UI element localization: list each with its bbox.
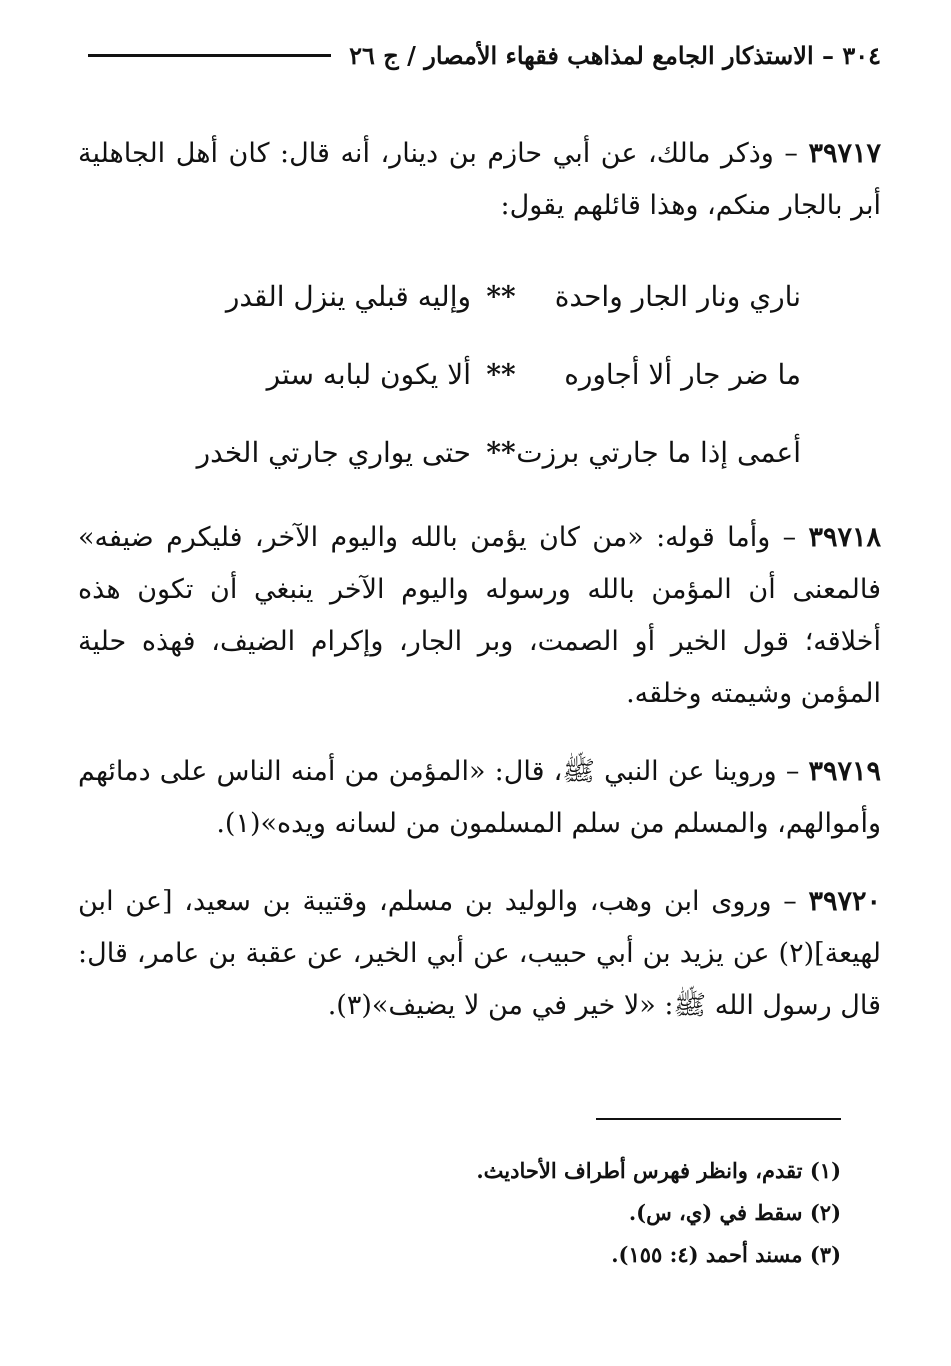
header-title: ٣٠٤ – الاستذكار الجامع لمذاهب فقهاء الأمصار / ج ٢٦ <box>349 40 881 70</box>
paragraph-39718 <box>78 512 881 720</box>
paragraph-number: ٣٩٧١٧ <box>808 138 881 169</box>
main-text <box>78 128 881 1058</box>
paragraph-39719 <box>78 746 881 850</box>
running-header <box>88 30 881 80</box>
verse-separator: ** <box>486 436 516 469</box>
verse <box>78 414 801 492</box>
footnote-3: (٣) مسند أحمد (٤: ١٥٥). <box>611 1242 841 1267</box>
header-rule <box>88 54 331 57</box>
verse-second-hemistich: ألا يكون لبابه ستر <box>266 358 471 391</box>
verse-separator: ** <box>486 358 516 391</box>
footnote-2: (٢) سقط في (ي، س). <box>628 1200 841 1225</box>
footnotes <box>78 1150 841 1276</box>
verse-second-hemistich: حتى يواري جارتي الخدر <box>196 436 471 469</box>
footnote-separator <box>596 1118 841 1120</box>
paragraph-text: – وذكر مالك، عن أبي حازم بن دينار، أنه قال: كان أهل الجاهلية أبر بالجار منكم، وهذا قائلهم يقول: <box>78 138 881 221</box>
paragraph-text: – وروى ابن وهب، والوليد بن مسلم، وقتيبة بن سعيد، [عن ابن لهيعة](٢) عن يزيد بن أبي حبيب، عن أبي الخير، عن عقبة بن عامر، قال: قال رسول الله ﷺ: «لا خير في من لا يضيف»(٣). <box>78 886 881 1021</box>
verse-first-hemistich: أعمى إذا ما جارتي برزت <box>516 436 801 469</box>
verse-first-hemistich: ناري ونار الجار واحدة <box>554 280 801 313</box>
footnote-1: (١) تقدم، وانظر فهرس أطراف الأحاديث. <box>476 1158 841 1183</box>
paragraph-number: ٣٩٧١٩ <box>808 756 881 787</box>
poem <box>78 258 881 492</box>
verse-second-hemistich: وإليه قبلي ينزل القدر <box>225 280 471 313</box>
paragraph-text: – وروينا عن النبي ﷺ، قال: «المؤمن من أمنه الناس على دمائهم وأموالهم، والمسلم من سلم المسلمون من لسانه ويده»(١). <box>78 756 881 839</box>
verse-first-hemistich: ما ضر جار ألا أجاوره <box>564 358 801 391</box>
paragraph-39720 <box>78 876 881 1032</box>
paragraph-text: – وأما قوله: «من كان يؤمن بالله واليوم الآخر، فليكرم ضيفه» فالمعنى أن المؤمن بالله ورسوله واليوم الآخر ينبغي أن تكون هذه أخلاقه؛ قول الخير أو الصمت، وبر الجار، وإكرام الضيف، فهذه حلية المؤمن وشيمته وخلقه. <box>78 522 881 709</box>
verse <box>78 336 801 414</box>
verse <box>78 258 801 336</box>
verse-separator: ** <box>486 280 516 313</box>
paragraph-39717 <box>78 128 881 232</box>
paragraph-number: ٣٩٧٢٠ <box>808 886 881 917</box>
paragraph-number: ٣٩٧١٨ <box>808 522 881 553</box>
